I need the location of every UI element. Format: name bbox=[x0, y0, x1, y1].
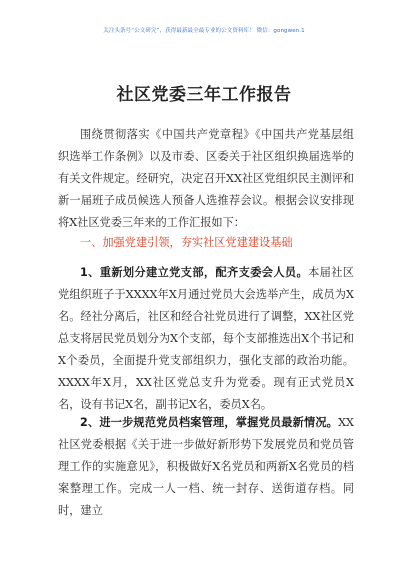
item-1-body: 本届社区党组织班子于XXXX年X月通过党员大会选举产生，成员为X名。经社分离后，社区和经合社党员进行了调整，XX社区党总支将居民党员划分为X个支部，每个支部推选出X个书记和X个委员，全面提升党支部组织力，强化支部的政治功能。XXXX年X月，XX社区党总支升为党委。现有正式党员X名，设有书记X名，副书记X名，委员X名。 bbox=[58, 266, 354, 411]
item-1-paragraph bbox=[58, 262, 354, 416]
document-title: 社区党委三年工作报告 bbox=[116, 85, 292, 105]
promo-banner: 关注头条号“公文研究”，获得最新最全最专业的公文资料库！ 微信：gongwen.1 bbox=[103, 28, 305, 34]
item-2-body: XX社区党委根据《关于进一步做好新形势下发展党员和党员管理工作的实施意见》，积极做好X名党员和两新X名党员的档案整理工作。完成一人一档、统一封存、送街道存档。同时，建立 bbox=[58, 416, 354, 517]
item-2-lead: 2、进一步规范党员档案管理，掌握党员最新情况。 bbox=[80, 416, 339, 429]
intro-paragraph: 围绕贯彻落实《中国共产党章程》《中国共产党基层组织选举工作条例》以及市委、区委关于社区组织换届选举的有关文件规定。经研究，决定召开XX社区党组织民主测评和新一届班子成员候选人预备人选推荐会议。根据会议安排现将X社区党委三年来的工作汇报如下： bbox=[58, 128, 354, 229]
item-2-paragraph bbox=[58, 412, 354, 522]
item-1-lead: 1、重新划分建立党支部，配齐支委会人员。 bbox=[80, 266, 309, 279]
section-heading-1: 一、加强党建引领，夯实社区党建建设基础 bbox=[80, 236, 293, 249]
